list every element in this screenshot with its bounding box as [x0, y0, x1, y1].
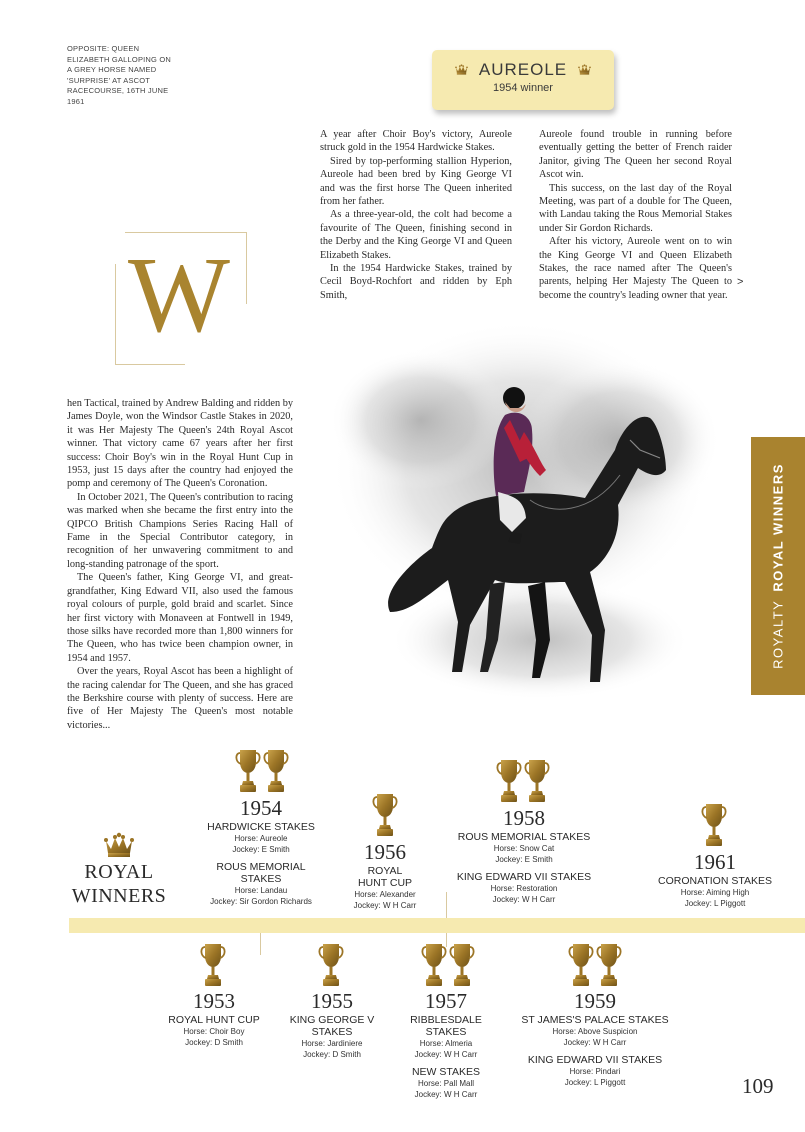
- header-subtitle: 1954 winner: [493, 82, 553, 94]
- trophy-icon: [596, 942, 622, 988]
- trophy-icon: [200, 942, 226, 988]
- crown-icon: [104, 832, 134, 858]
- jockey-name: Jockey: W H Carr: [492, 895, 556, 904]
- jockey-name: Jockey: E Smith: [232, 845, 290, 854]
- side-tab-section: ROYAL WINNERS: [770, 463, 786, 592]
- entry-year: 1959: [574, 989, 616, 1013]
- race-name: KING EDWARD VII STAKES: [456, 871, 592, 883]
- trophy-icon: [701, 802, 727, 848]
- horse-name: Horse: Choir Boy: [183, 1027, 245, 1036]
- jockey-name: Jockey: D Smith: [303, 1050, 361, 1059]
- entry-year: 1957: [425, 989, 467, 1013]
- entry-year: 1961: [694, 850, 736, 874]
- horse-name: Horse: Pindari: [569, 1067, 621, 1076]
- paragraph: hen Tactical, trained by Andrew Balding and ridden by James Doyle, won the Windsor Castle Stakes in 2020, it was Her Majesty The Queen's 24th Royal Ascot winner. That victory came 67 years after her first success: Choir Boy's win in the Royal Hunt Cup in 1953, just 15 days after the country had enjoyed the pomp and ceremony of The Queen's Coronation.: [67, 398, 293, 490]
- section-side-tab: [751, 437, 805, 695]
- crown-icon: [578, 64, 591, 75]
- paragraph: Aureole found trouble in running before eventually getting the better of French raider Janitor, giving The Queen her second Royal Ascot win.: [539, 129, 732, 181]
- timeline-entry-1955: [280, 990, 384, 1060]
- horse-name: Horse: Restoration: [490, 884, 558, 893]
- race-name: ROUS MEMORIAL STAKES: [457, 831, 591, 843]
- paragraph: In the 1954 Hardwicke Stakes, trained by Cecil Boyd-Rochfort and ridden by Eph Smith,: [320, 263, 512, 301]
- jockey-name: Jockey: L Piggott: [564, 1078, 626, 1087]
- jockey-name: Jockey: Sir Gordon Richards: [210, 897, 312, 906]
- timeline-entry-1954: [196, 797, 326, 907]
- photo-caption: OPPOSITE: QUEEN ELIZABETH GALLOPING ON A GREY HORSE NAMED 'SURPRISE' AT ASCOT RACECOURSE, 16TH JUNE 1961: [67, 44, 172, 106]
- entry-year: 1954: [240, 796, 282, 820]
- entry-year: 1955: [311, 989, 353, 1013]
- entry-year: 1958: [503, 806, 545, 830]
- paragraph: As a three-year-old, the colt had become a favourite of The Queen, finishing second in the Derby and the King George VI and Queen Elizabeth Stakes.: [320, 209, 512, 261]
- paragraph: Sired by top-performing stallion Hyperion, Aureole had been bred by King George VI and was the first horse The Queen inherited from her father.: [320, 155, 512, 208]
- header-title: AUREOLE: [478, 60, 568, 79]
- horse-name: Horse: Above Suspicion: [552, 1027, 638, 1036]
- trophy-icon: [372, 792, 398, 838]
- race-name: ROUS MEMORIAL STAKES: [216, 861, 306, 885]
- horse-name: Horse: Snow Cat: [493, 844, 555, 853]
- timeline-entry-1959: [516, 990, 674, 1088]
- timeline-title-line1: ROYAL: [84, 861, 154, 883]
- race-name: CORONATION STAKES: [658, 875, 772, 887]
- jockey-name: Jockey: W H Carr: [563, 1038, 627, 1047]
- article-column-3: [67, 397, 293, 732]
- horse-name: Horse: Aureole: [234, 834, 288, 843]
- paragraph: After his victory, Aureole went on to win the King George VI and Queen Elizabeth Stakes, the race named after The Queen's parents, helping Her Majesty The Queen to become the country's leading owner that year.: [539, 236, 732, 301]
- side-tab-label: ROYALTY: [770, 599, 786, 669]
- timeline-entry-1958: [446, 807, 602, 905]
- dropcap-frame: [246, 232, 247, 304]
- jockey-name: Jockey: W H Carr: [353, 901, 417, 910]
- article-column-1: [320, 128, 512, 302]
- timeline-entry-1953: [160, 990, 268, 1048]
- dropcap-frame: [115, 264, 116, 364]
- jockey-horse-illustration: [300, 300, 720, 720]
- horse-name: Horse: Aiming High: [680, 888, 750, 897]
- continue-arrow: >: [737, 276, 744, 288]
- timeline-entry-1957: [398, 990, 494, 1100]
- horse-name: Horse: Landau: [234, 886, 288, 895]
- race-name: ST JAMES'S PALACE STAKES: [521, 1014, 669, 1026]
- entry-year: 1956: [364, 840, 406, 864]
- horse-name: Horse: Almeria: [419, 1039, 473, 1048]
- timeline-entry-1961: [654, 851, 776, 909]
- trophy-icon: [568, 942, 594, 988]
- jockey-name: Jockey: W H Carr: [414, 1090, 478, 1099]
- header-box: [432, 50, 614, 110]
- race-name: RIBBLESDALE STAKES: [410, 1014, 482, 1038]
- race-name: ROYAL HUNT CUP: [168, 1014, 260, 1026]
- dropcap-frame: [115, 364, 185, 365]
- paragraph: Over the years, Royal Ascot has been a highlight of the racing calendar for The Queen, and she has graced the Berkshire course with plenty of success. Here are five of Her Majesty The Queen's most notable victories...: [67, 666, 293, 731]
- paragraph: A year after Choir Boy's victory, Aureole struck gold in the 1954 Hardwicke Stakes.: [320, 129, 512, 154]
- dropcap-frame: [125, 232, 247, 233]
- horse-name: Horse: Alexander: [354, 890, 416, 899]
- timeline-title-line2: WINNERS: [71, 885, 167, 907]
- drop-cap: W: [128, 236, 230, 355]
- paragraph: In October 2021, The Queen's contribution to racing was marked when she became the first entry into the QIPCO British Champions Series Racing Hall of Fame in the Special Contributor category, in recognition of her unwavering commitment to and long-standing patronage of the sport.: [67, 491, 293, 570]
- horse-name: Horse: Jardiniere: [301, 1039, 363, 1048]
- trophy-icon: [524, 758, 550, 804]
- jockey-name: Jockey: L Piggott: [684, 899, 746, 908]
- race-name: KING EDWARD VII STAKES: [527, 1054, 663, 1066]
- trophy-icon: [496, 758, 522, 804]
- timeline-title: [62, 860, 176, 908]
- timeline-entry-1956: [340, 841, 430, 911]
- paragraph: This success, on the last day of the Royal Meeting, was part of a double for The Queen, with Landau taking the Rous Memorial Stakes under Sir Gordon Richards.: [539, 182, 732, 234]
- jockey-name: Jockey: E Smith: [495, 855, 553, 864]
- paragraph: The Queen's father, King George VI, and great-grandfather, King Edward VII, also used the famous royal colours of purple, gold braid and scarlet. Since her first victory with Monaveen at Fontwell in 1949, those silks have recorded more than 1,800 winners for The Queen, who has twice been champion owner, in 1954 and 1957.: [67, 572, 293, 664]
- jockey-name: Jockey: D Smith: [185, 1038, 243, 1047]
- trophy-icon: [318, 942, 344, 988]
- jockey-name: Jockey: W H Carr: [414, 1050, 478, 1059]
- trophy-icon: [421, 942, 447, 988]
- trophy-icon: [235, 748, 261, 794]
- timeline-connector: [260, 933, 261, 955]
- trophy-icon: [449, 942, 475, 988]
- race-name: HARDWICKE STAKES: [207, 821, 315, 833]
- race-name: NEW STAKES: [411, 1066, 481, 1078]
- timeline-bar: [69, 918, 805, 933]
- page-number: 109: [742, 1074, 774, 1098]
- trophy-icon: [263, 748, 289, 794]
- entry-year: 1953: [193, 989, 235, 1013]
- race-name: KING GEORGE V STAKES: [289, 1014, 375, 1038]
- race-name: ROYAL HUNT CUP: [357, 865, 413, 889]
- article-column-2: [539, 128, 732, 302]
- horse-name: Horse: Pall Mall: [417, 1079, 474, 1088]
